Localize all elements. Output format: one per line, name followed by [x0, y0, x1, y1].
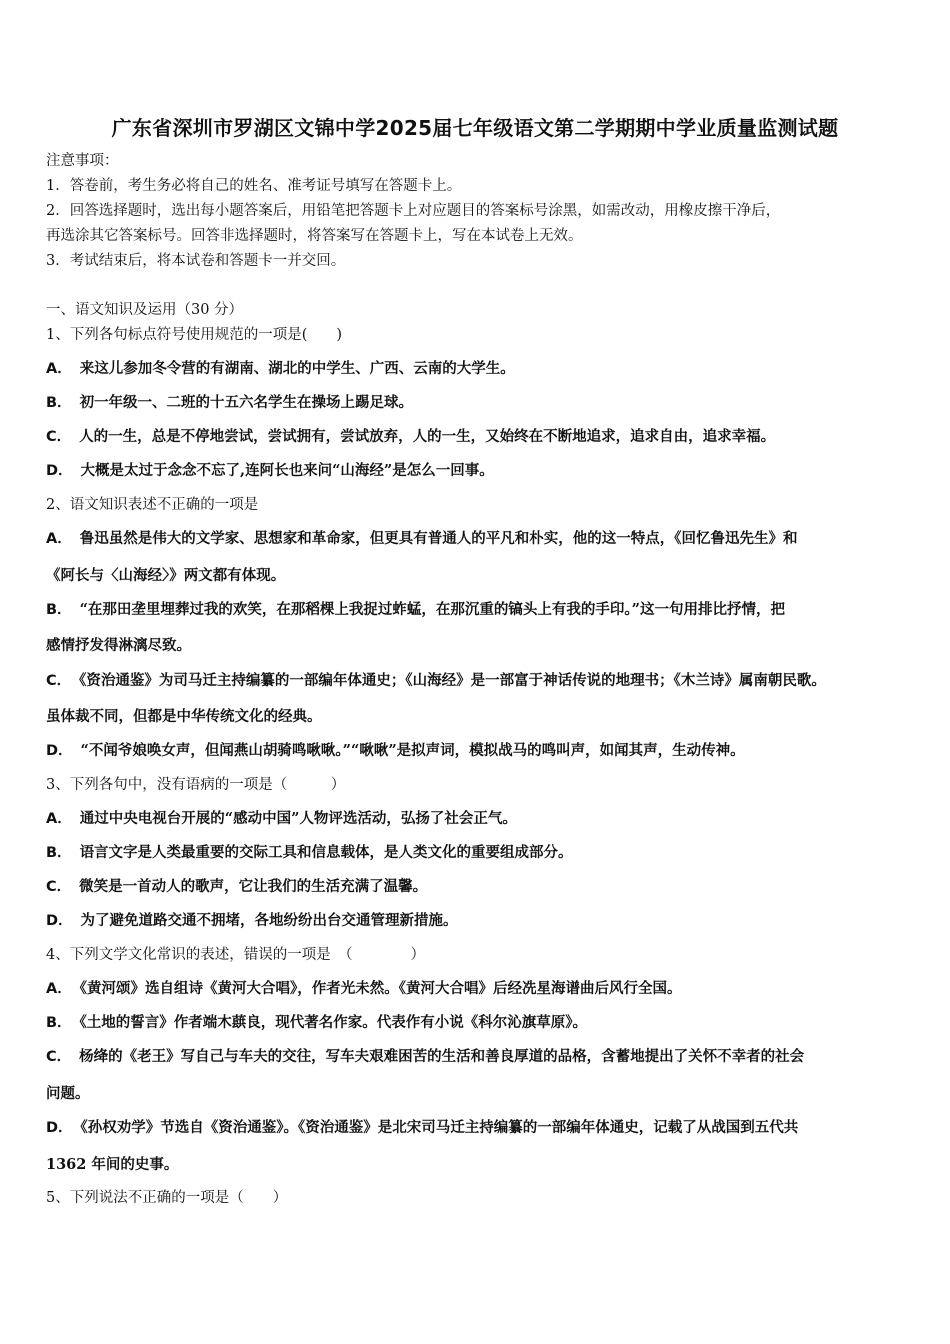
question-2-option-a — [46, 529, 797, 549]
option-text: 鲁迅虽然是伟大的文学家、思想家和革命家，但更具有普通人的平凡和朴实，他的这一特点，《回忆鲁迅先生》和 — [79, 530, 798, 547]
question-2-option-a-cont: 《阿长与〈山海经〉》两文都有体现。 — [46, 567, 286, 584]
option-label: B． — [46, 1015, 72, 1031]
option-text: 初一年级一、二班的十五六名学生在操场上踢足球。 — [79, 394, 414, 411]
notice-item-1: 1．答卷前，考生务必将自己的姓名、准考证号填写在答题卡上。 — [46, 178, 462, 194]
option-text: 为了避免道路交通不拥堵，各地纷纷出台交通管理新措施。 — [80, 912, 458, 929]
option-text: 《黄河颂》选自组诗《黄河大合唱》，作者光未然。《黄河大合唱》后经冼星海谱曲后风行全国。 — [79, 980, 682, 997]
question-4-stem: 4、下列文学文化常识的表述，错误的一项是 （ ） — [46, 947, 425, 963]
option-text: 《资治通鉴》为司马迁主持编纂的一部编年体通史；《山海经》是一部富于神话传说的地理书；《木兰诗》属南朝民歌。 — [79, 672, 826, 689]
question-1-stem: 1、下列各句标点符号使用规范的一项是( ) — [46, 327, 343, 343]
option-text: “不闻爷娘唤女声，但闻燕山胡骑鸣啾啾。”“啾啾”是拟声词，模拟战马的鸣叫声，如闻其声，生动传神。 — [80, 742, 745, 759]
question-5-stem: 5、下列说法不正确的一项是（ ） — [46, 1190, 288, 1206]
option-label: D． — [46, 463, 73, 479]
question-3-option-a — [46, 809, 517, 829]
question-3-option-c — [46, 877, 427, 897]
option-label: A． — [46, 811, 72, 827]
question-3-option-d — [46, 911, 458, 931]
option-label: D． — [46, 1120, 73, 1136]
option-text: 人的一生，总是不停地尝试，尝试拥有，尝试放弃，人的一生，又始终在不断地追求，追求自由，追求幸福。 — [79, 428, 776, 445]
question-3-stem: 3、下列各句中，没有语病的一项是（ ） — [46, 777, 346, 793]
question-4-option-d — [46, 1118, 798, 1138]
question-4-option-b — [46, 1013, 587, 1033]
question-1-option-d — [46, 461, 494, 481]
option-text: “在那田垄里埋葬过我的欢笑，在那稻棵上我捉过蚱蜢，在那沉重的镐头上有我的手印。”这一句用排比抒情，把 — [79, 601, 785, 618]
section-heading: 一、语文知识及运用（30 分） — [46, 302, 244, 318]
question-2-option-d — [46, 741, 745, 761]
question-2-option-b — [46, 600, 785, 620]
option-text: 通过中央电视台开展的“感动中国”人物评选活动，弘扬了社会正气。 — [79, 810, 517, 827]
question-3-option-b — [46, 843, 573, 863]
question-1-option-b — [46, 393, 413, 413]
notice-item-2-cont: 再选涂其它答案标号。回答非选择题时，将答案写在答题卡上，写在本试卷上无效。 — [46, 228, 583, 244]
option-text: 《土地的誓言》作者端木蕻良，现代著名作家。代表作有小说《科尔沁旗草原》。 — [79, 1014, 588, 1031]
option-label: B． — [46, 845, 72, 861]
option-label: D． — [46, 743, 73, 759]
option-label: B． — [46, 602, 72, 618]
question-2-stem: 2、语文知识表述不正确的一项是 — [46, 497, 259, 513]
question-2-option-c-cont: 虽体裁不同，但都是中华传统文化的经典。 — [46, 708, 322, 725]
option-text: 《孙权劝学》节选自《资治通鉴》。《资治通鉴》是北宋司马迁主持编纂的一部编年体通史，记载了从战国到五代共 — [80, 1119, 799, 1136]
option-label: C． — [46, 1049, 72, 1065]
question-4-option-a — [46, 979, 681, 999]
option-label: A． — [46, 981, 72, 997]
question-2-option-b-cont: 感情抒发得淋漓尽致。 — [46, 637, 191, 654]
option-label: C． — [46, 429, 72, 445]
question-4-option-c-cont: 问题。 — [46, 1085, 90, 1102]
question-4-option-c — [46, 1047, 804, 1067]
option-text: 语言文字是人类最重要的交际工具和信息载体，是人类文化的重要组成部分。 — [79, 844, 573, 861]
question-2-option-c — [46, 671, 826, 691]
option-text: 大概是太过于念念不忘了,连阿长也来问“山海经”是怎么一回事。 — [80, 462, 494, 479]
option-label: C． — [46, 673, 72, 689]
option-label: C． — [46, 879, 72, 895]
option-label: B． — [46, 395, 72, 411]
option-text: 微笑是一首动人的歌声，它让我们的生活充满了温馨。 — [79, 878, 428, 895]
question-1-option-c — [46, 427, 775, 447]
question-1-option-a — [46, 359, 515, 379]
question-4-option-d-cont: 1362 年间的史事。 — [46, 1156, 179, 1173]
notice-heading: 注意事项： — [46, 153, 119, 169]
notice-item-2: 2．回答选择题时，选出每小题答案后，用铅笔把答题卡上对应题目的答案标号涂黑，如需改动，用橡皮擦干净后， — [46, 203, 781, 219]
notice-item-3: 3．考试结束后，将本试卷和答题卡一并交回。 — [46, 253, 346, 269]
option-text: 杨绛的《老王》写自己与车夫的交往，写车夫艰难困苦的生活和善良厚道的品格，含蓄地提出了关怀不幸者的社会 — [79, 1048, 805, 1065]
exam-title: 广东省深圳市罗湖区文锦中学2025届七年级语文第二学期期中学业质量监测试题 — [111, 116, 839, 140]
option-label: A． — [46, 361, 72, 377]
option-text: 来这儿参加冬令营的有湖南、湖北的中学生、广西、云南的大学生。 — [79, 360, 515, 377]
option-label: D． — [46, 913, 73, 929]
option-label: A． — [46, 531, 72, 547]
